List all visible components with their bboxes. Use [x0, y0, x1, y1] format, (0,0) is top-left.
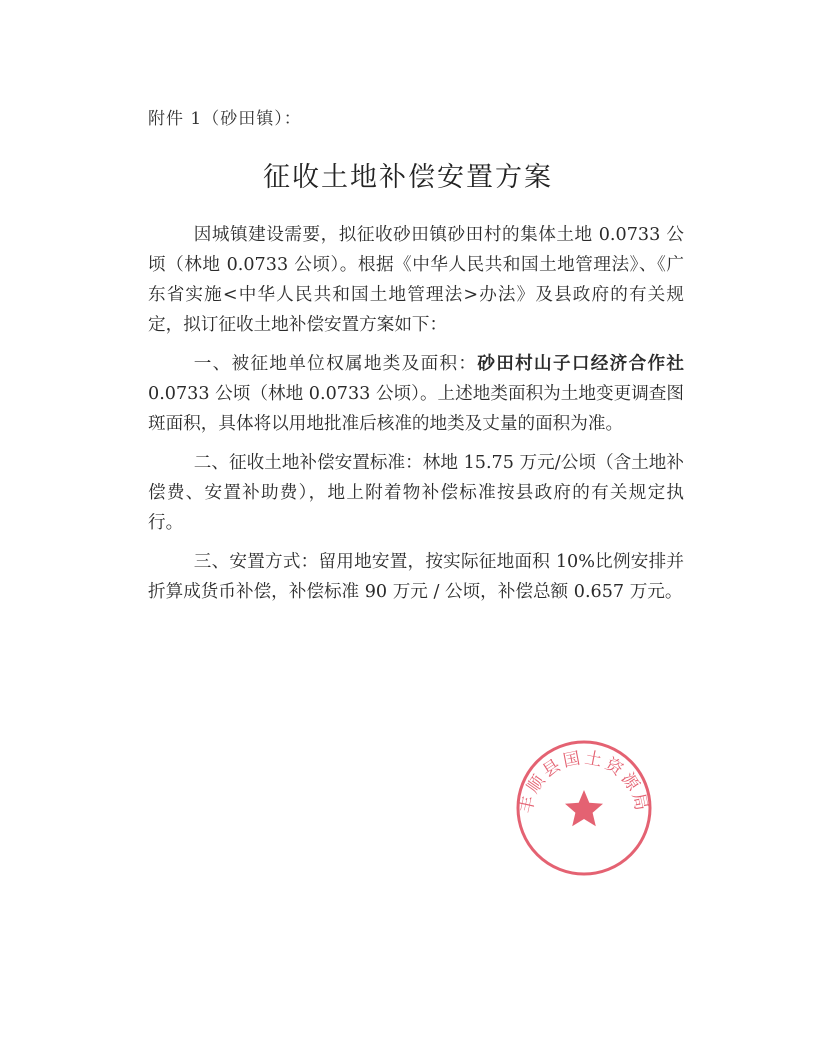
- document-body: [148, 220, 684, 616]
- paragraph-land-area: [148, 349, 684, 439]
- paragraph-intro: 因城镇建设需要，拟征收砂田镇砂田村的集体土地 0.0733 公顷（林地 0.0733 公顷）。根据《中华人民共和国土地管理法》、《广东省实施<中华人民共和国土地管理法>办法》及县政府的有关规定，拟订征收土地补偿安置方案如下：: [148, 225, 684, 335]
- star-icon: [565, 790, 603, 826]
- paragraph-resettlement-method: 三、安置方式：留用地安置，按实际征地面积 10%比例安排并折算成货币补偿，补偿标准 90 万元 / 公顷，补偿总额 0.657 万元。: [148, 552, 684, 602]
- document-title: 征收土地补偿安置方案: [263, 162, 553, 193]
- official-seal: [514, 738, 654, 878]
- attachment-label: 附件 1（砂田镇）：: [148, 109, 302, 129]
- paragraph-compensation-standard: 二、征收土地补偿安置标准：林地 15.75 万元/公顷（含土地补偿费、安置补助费），地上附着物补偿标准按县政府的有关规定执行。: [148, 453, 684, 533]
- paragraph-land-area-rest: 0.0733 公顷（林地 0.0733 公顷）。上述地类面积为土地变更调查图斑面积，具体将以用地批准后核准的地类及丈量的面积为准。: [148, 384, 684, 434]
- cooperative-name: 砂田村山子口经济合作社: [477, 353, 684, 374]
- seal-text: 丰顺县国土资源局: [516, 748, 652, 816]
- paragraph-land-area-lead: 一、被征地单位权属地类及面积：: [193, 354, 478, 374]
